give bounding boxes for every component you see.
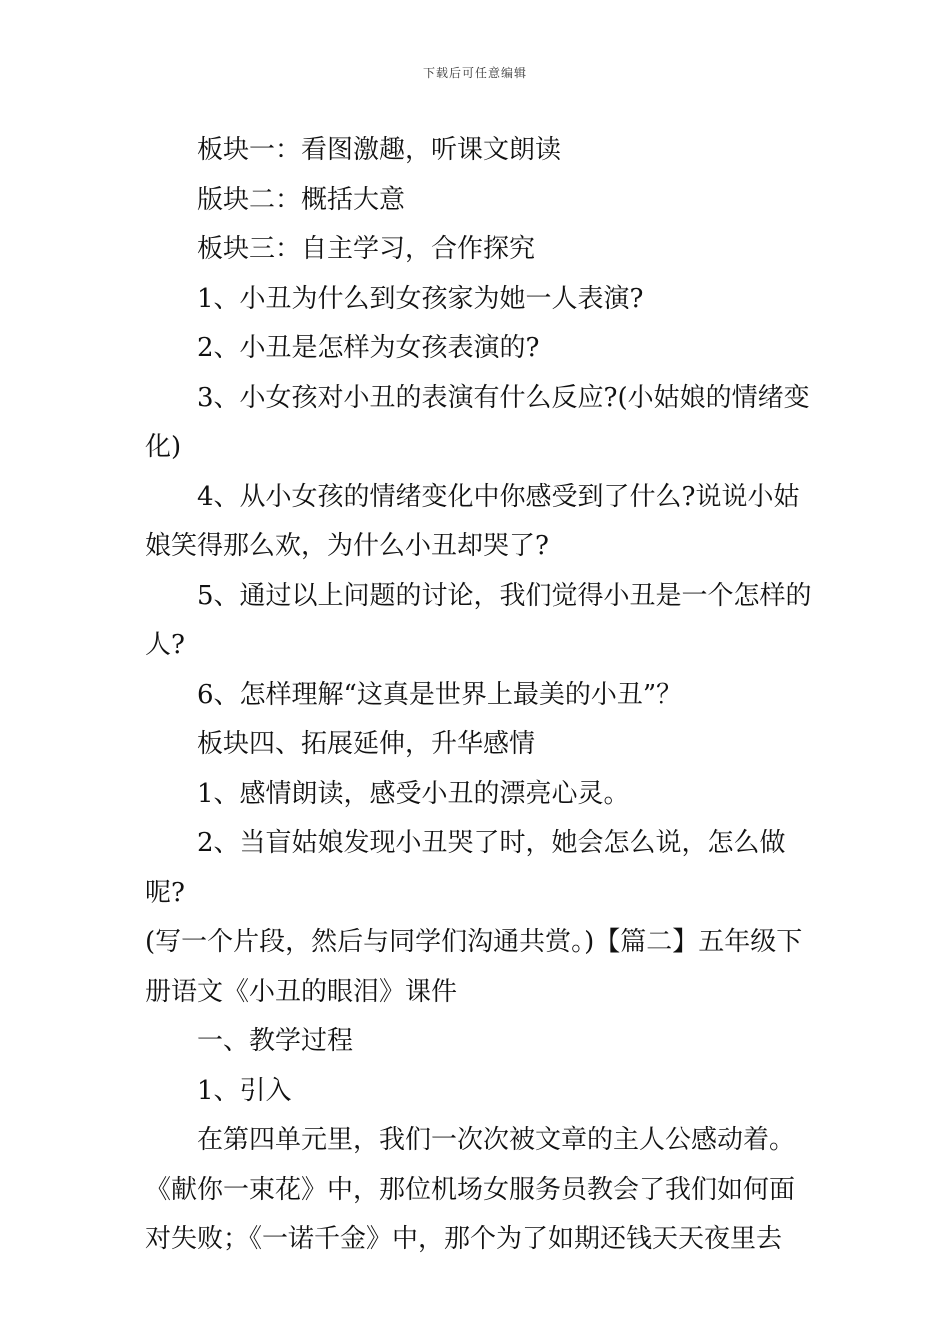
paragraph-introduction: 1、引入 [197,1075,292,1106]
paragraph-question-5: 5、通过以上问题的讨论，我们觉得小丑是一个怎样的人? [145,580,812,660]
paragraph-task-2-continued: (写一个片段，然后与同学们沟通共赏。)【篇二】五年级下册语文《小丑的眼泪》课件 [145,927,803,1007]
paragraph-intro-text-continued: 《献你一束花》中，那位机场女服务员教会了我们如何面对失败；《一诺千金》中，那个为了如期还钱天天夜里去 [145,1174,796,1254]
paragraph-intro-text: 在第四单元里，我们一次次被文章的主人公感动着。 [197,1125,796,1155]
paragraph-section-1: 板块一：看图激趣，听课文朗读 [197,135,562,165]
paragraph-section-4: 板块四、拓展延伸，升华感情 [197,729,536,759]
document-body [145,126,817,1265]
paragraph-task-2: 2、当盲姑娘发现小丑哭了时，她会怎么说，怎么做呢? [145,828,786,908]
paragraph-section-2: 版块二：概括大意 [197,184,406,215]
paragraph-question-3: 3、小女孩对小丑的表演有什么反应?(小姑娘的情绪变化) [145,382,810,462]
paragraph-task-1: 1、感情朗读，感受小丑的漂亮心灵。 [197,778,630,809]
header-note: 下载后可任意编辑 [422,66,527,80]
paragraph-question-4: 4、从小女孩的情绪变化中你感受到了什么?说说小姑娘笑得那么欢，为什么小丑却哭了? [145,481,800,561]
paragraph-teaching-process: 一、教学过程 [197,1026,354,1056]
paragraph-question-6: 6、怎样理解“这真是世界上最美的小丑”？ [197,679,683,710]
paragraph-question-2: 2、小丑是怎样为女孩表演的? [197,333,540,363]
paragraph-question-1: 1、小丑为什么到女孩家为她一人表演? [197,283,644,314]
paragraph-section-3: 板块三：自主学习，合作探究 [197,234,536,264]
